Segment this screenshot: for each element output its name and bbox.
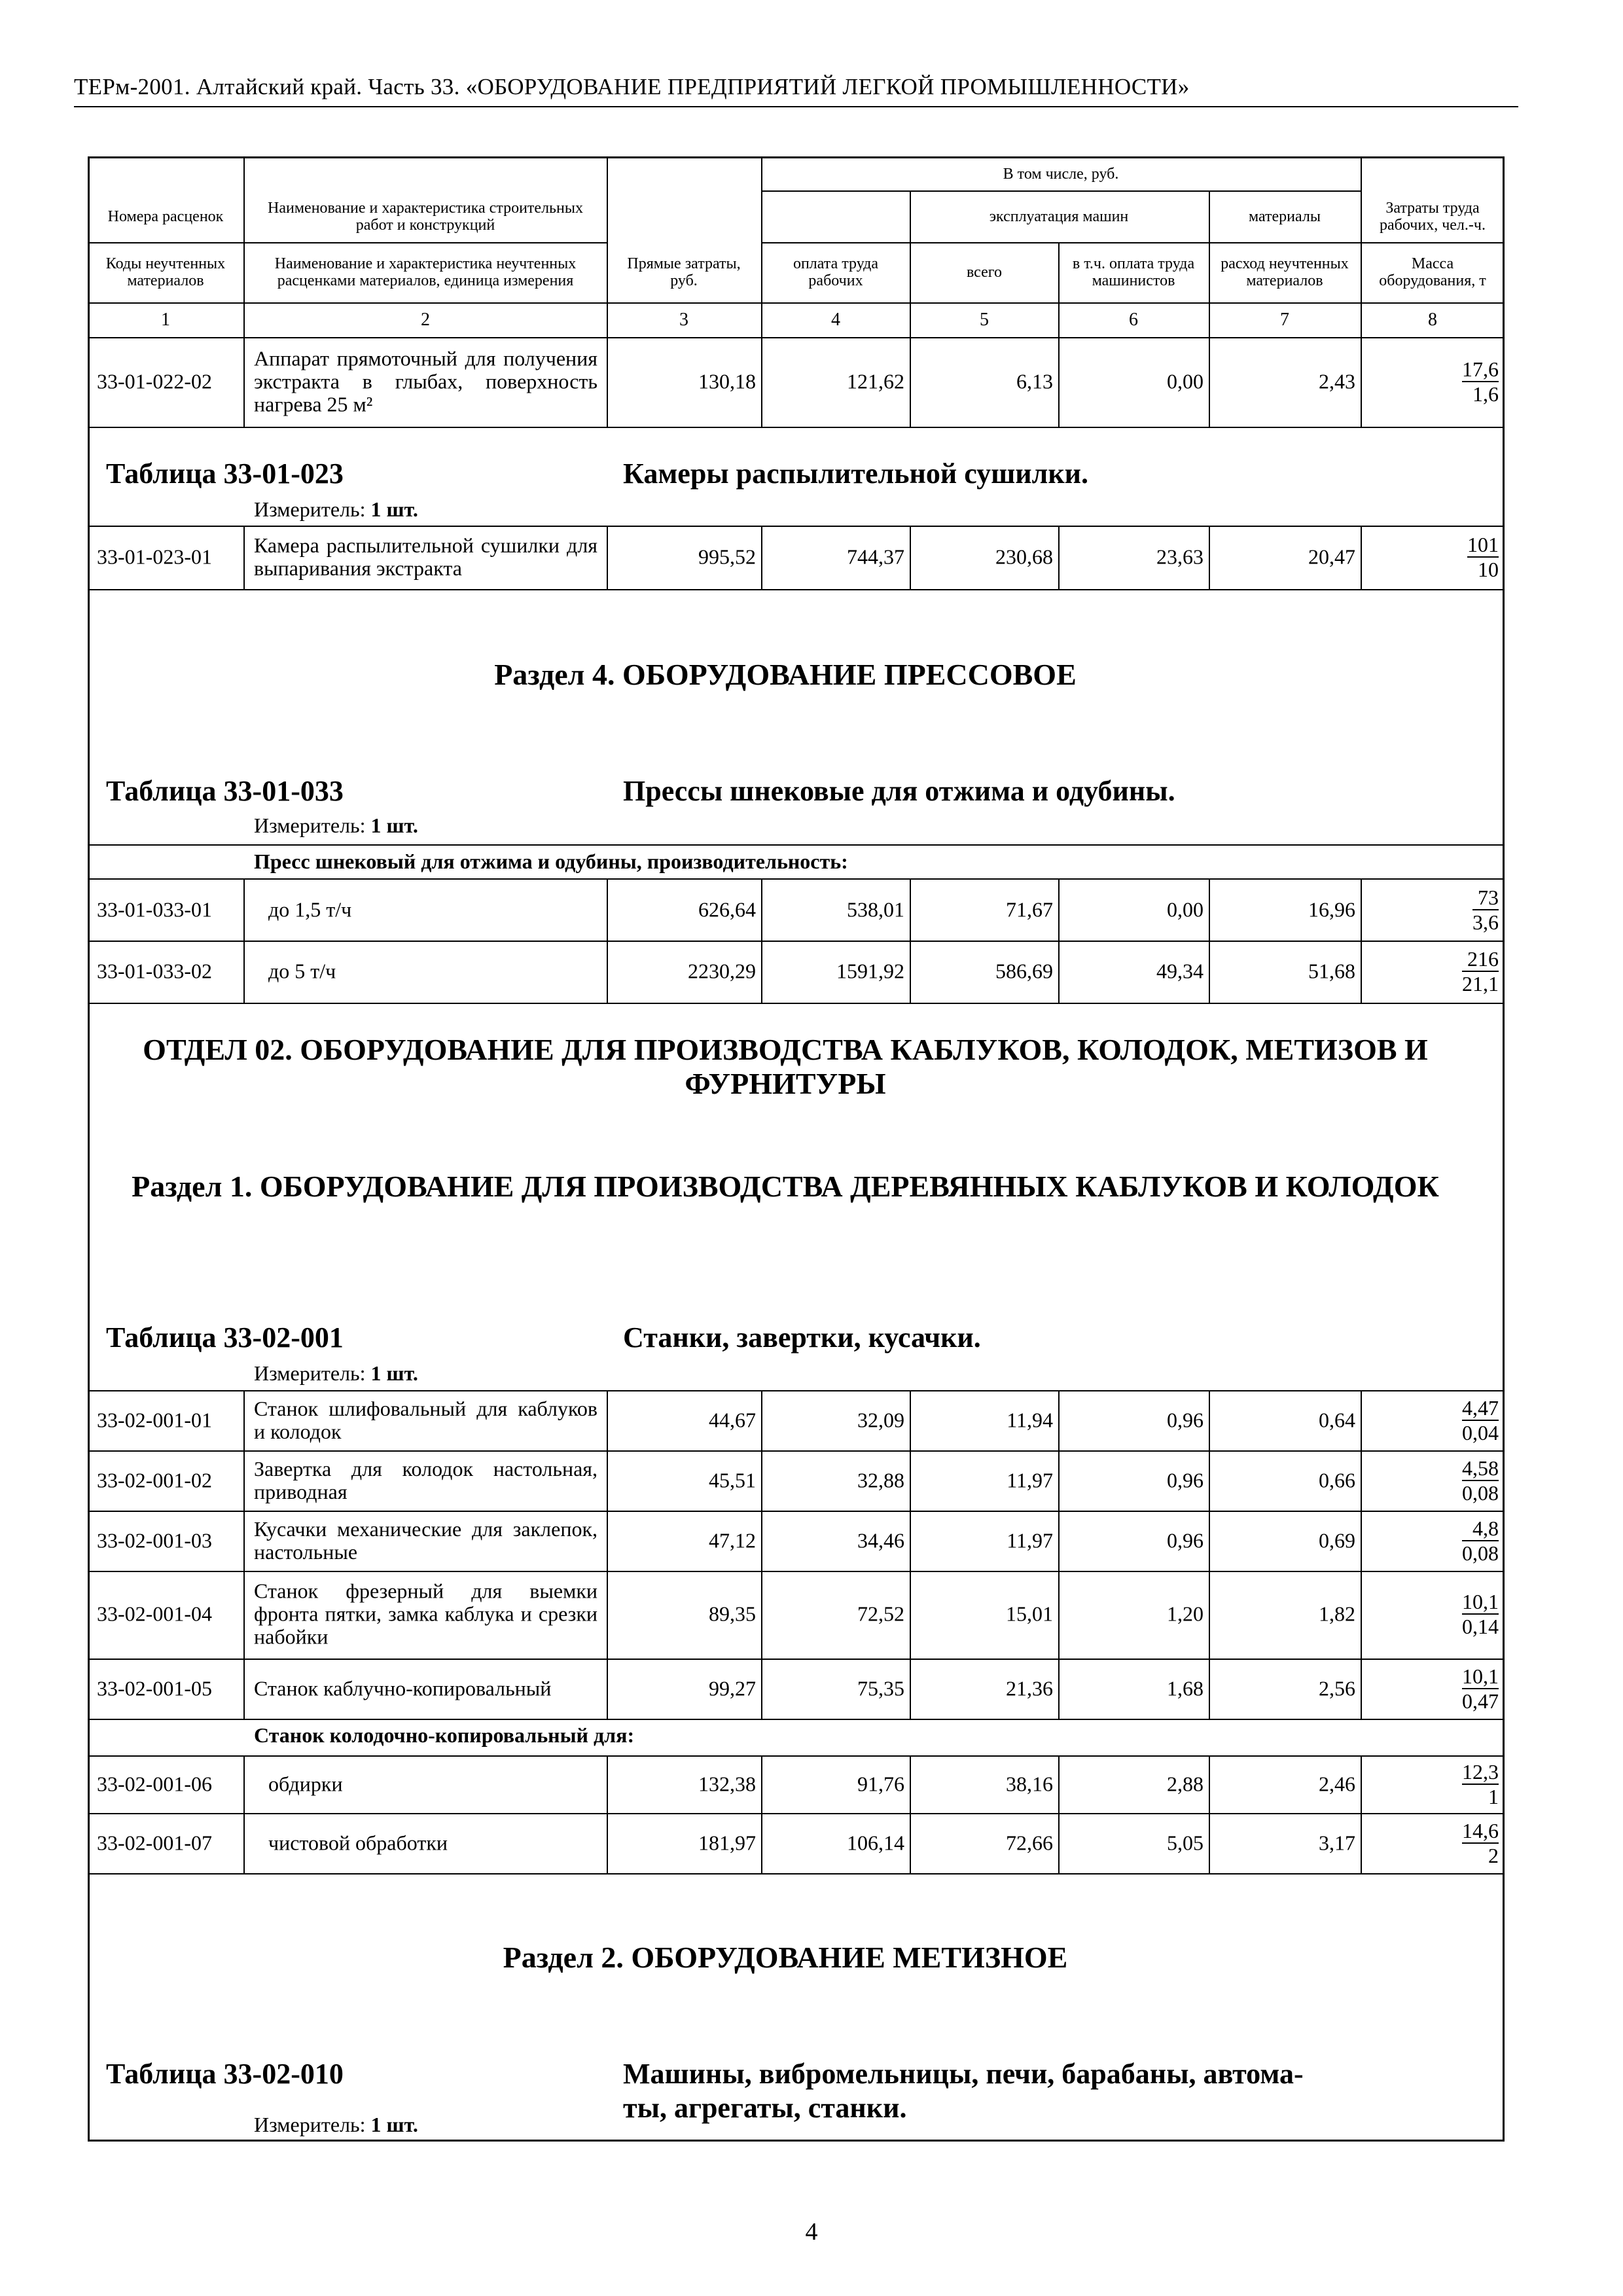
machinists-pay: 1,20 (1167, 1602, 1204, 1626)
labor-mass-fraction: $\frac{10,1}{0,47}$ (1462, 1664, 1499, 1713)
column-number: 5 (980, 310, 989, 330)
group-heading: Пресс шнековый для отжима и одубины, производительность: (254, 850, 848, 873)
rule (607, 1755, 608, 1873)
labor-mass-fraction: $\frac{216}{21,1}$ (1462, 947, 1499, 996)
labor-mass-fraction: $\frac{4,47}{0,04}$ (1462, 1396, 1499, 1444)
rule (910, 1390, 911, 1719)
direct-costs: 44,67 (709, 1408, 756, 1432)
rule (243, 1755, 245, 1873)
table-label: Таблица 33-01-033 (106, 775, 344, 807)
machinists-pay: 49,34 (1156, 959, 1204, 983)
head-col1-top: Номера расценок (107, 208, 224, 225)
work-name: Кусачки механические для заклепок, настольные (254, 1517, 597, 1564)
work-name: Аппарат прямоточный для получения экстракта в глыбах, поверхность нагрева 25 м² (254, 346, 597, 416)
rule (88, 1873, 1505, 1874)
rule (243, 156, 245, 427)
rule (761, 190, 1361, 192)
rule (88, 941, 1505, 942)
rule (1058, 526, 1060, 589)
rule (761, 156, 762, 427)
document-header: ТЕРм-2001. Алтайский край. Часть 33. «ОБОРУДОВАНИЕ ПРЕДПРИЯТИЙ ЛЕГКОЙ ПРОМЫШЛЕННОСТИ» (74, 74, 1190, 99)
machines-total: 71,67 (1006, 897, 1053, 922)
rule (88, 337, 1505, 338)
direct-costs: 132,38 (698, 1772, 756, 1796)
work-name: Завертка для колодок настольная, приводная (254, 1457, 597, 1503)
rule (1361, 1755, 1362, 1873)
section-heading: Раздел 1. ОБОРУДОВАНИЕ ДЛЯ ПРОИЗВОДСТВА ДЕРЕВЯННЫХ КАБЛУКОВ И КОЛОДОК (132, 1170, 1439, 1203)
rate-code: 33-01-023-01 (97, 545, 212, 569)
head-col5: всего (966, 264, 1003, 281)
machines-total: 586,69 (995, 959, 1053, 983)
machines-total: 21,36 (1006, 1676, 1053, 1700)
machines-total: 6,13 (1016, 369, 1053, 393)
machinists-pay: 0,00 (1167, 369, 1204, 393)
machines-total: 72,66 (1006, 1831, 1053, 1855)
labor-mass-fraction: $\frac{4,58}{0,08}$ (1462, 1456, 1499, 1505)
materials: 51,68 (1308, 959, 1355, 983)
column-number: 2 (421, 310, 430, 330)
machines-total: 15,01 (1006, 1602, 1053, 1626)
rule (88, 1813, 1505, 1814)
rule (1209, 1755, 1210, 1873)
header-rule (74, 106, 1518, 107)
machinists-pay: 5,05 (1167, 1831, 1204, 1855)
column-number: 7 (1280, 310, 1289, 330)
head-col2-bottom: Наименование и характеристика неучтенных расценками материалов, единица измерения (274, 255, 577, 289)
rule (88, 1511, 1505, 1512)
labor-mass-fraction: $\frac{14,6}{2}$ (1462, 1819, 1499, 1867)
head-col6: в т.ч. оплата труда машинистов (1072, 255, 1195, 289)
labor-pay: 744,37 (847, 545, 904, 569)
table-label: Таблица 33-02-010 (106, 2058, 344, 2090)
labor-mass-fraction: $\frac{12,3}{1}$ (1462, 1760, 1499, 1808)
rule (88, 1450, 1505, 1452)
head-col1-bottom: Коды неучтенных материалов (105, 255, 226, 289)
materials: 0,66 (1319, 1468, 1355, 1492)
rule (88, 1003, 1505, 1004)
rate-code: 33-02-001-05 (97, 1676, 212, 1700)
rule (88, 1719, 1505, 1720)
machinists-pay: 23,63 (1156, 545, 1204, 569)
materials: 3,17 (1319, 1831, 1355, 1855)
rule (761, 242, 1505, 243)
section-heading: Раздел 4. ОБОРУДОВАНИЕ ПРЕССОВОЕ (494, 658, 1077, 691)
rule (88, 878, 1505, 880)
machines-total: 230,68 (995, 545, 1053, 569)
direct-costs: 99,27 (709, 1676, 756, 1700)
direct-costs: 45,51 (709, 1468, 756, 1492)
rule (88, 1659, 1505, 1660)
rule (88, 526, 1505, 527)
rule (1209, 1390, 1210, 1719)
rule (607, 1390, 608, 1719)
rule (88, 1390, 1505, 1391)
materials: 20,47 (1308, 545, 1355, 569)
labor-pay: 72,52 (857, 1602, 904, 1626)
head-col2-top: Наименование и характеристика строительных работ и конструкций (268, 200, 583, 234)
rate-code: 33-01-033-01 (97, 897, 212, 922)
work-name: Станок каблучно-копировальный (254, 1676, 552, 1700)
rate-code: 33-01-033-02 (97, 959, 212, 983)
labor-pay: 34,46 (857, 1528, 904, 1552)
work-name: Камера распылительной сушилки для выпаривания экстракта (254, 533, 597, 580)
table-title: Прессы шнековые для отжима и одубины. (623, 775, 1175, 807)
column-number: 4 (831, 310, 840, 330)
labor-mass-fraction: $\frac{101}{10}$ (1467, 533, 1499, 581)
rate-code: 33-02-001-04 (97, 1602, 212, 1626)
head-col7: расход неучтенных материалов (1221, 255, 1349, 289)
rule (1209, 526, 1210, 589)
materials: 0,69 (1319, 1528, 1355, 1552)
rule (88, 302, 1505, 304)
machinists-pay: 1,68 (1167, 1676, 1204, 1700)
rule (243, 1390, 245, 1719)
page-number: 4 (805, 2218, 818, 2246)
table-label: Таблица 33-01-023 (106, 457, 344, 490)
head-col8-bottom: Масса оборудования, т (1379, 255, 1486, 289)
rule (1361, 1390, 1362, 1719)
work-name: до 1,5 т/ч (268, 897, 352, 922)
labor-mass-fraction: $\frac{10,1}{0,14}$ (1462, 1590, 1499, 1638)
materials: 2,43 (1319, 369, 1355, 393)
section-heading: Раздел 2. ОБОРУДОВАНИЕ МЕТИЗНОЕ (503, 1941, 1068, 1974)
direct-costs: 47,12 (709, 1528, 756, 1552)
rule (88, 844, 1505, 846)
rule (910, 526, 911, 589)
machinists-pay: 0,96 (1167, 1468, 1204, 1492)
rate-code: 33-02-001-01 (97, 1408, 212, 1432)
rate-code: 33-02-001-06 (97, 1772, 212, 1796)
table-label: Таблица 33-02-001 (106, 1321, 344, 1354)
machinists-pay: 2,88 (1167, 1772, 1204, 1796)
rule (910, 1755, 911, 1873)
rule (1058, 242, 1060, 427)
materials: 16,96 (1308, 897, 1355, 922)
table-title: Камеры распылительной сушилки. (623, 457, 1089, 490)
measure-unit: Измеритель: 1 шт. (254, 814, 418, 837)
materials: 2,56 (1319, 1676, 1355, 1700)
labor-pay: 538,01 (847, 897, 904, 922)
rule (761, 1390, 762, 1719)
direct-costs: 181,97 (698, 1831, 756, 1855)
direct-costs: 995,52 (698, 545, 756, 569)
machines-total: 11,97 (1007, 1468, 1053, 1492)
rule (88, 242, 607, 243)
materials: 1,82 (1319, 1602, 1355, 1626)
labor-pay: 32,88 (857, 1468, 904, 1492)
labor-mass-fraction: $\frac{17,6}{1,6}$ (1462, 357, 1499, 406)
rule (607, 526, 608, 589)
rule (1058, 1755, 1060, 1873)
rate-code: 33-02-001-02 (97, 1468, 212, 1492)
machines-total: 11,97 (1007, 1528, 1053, 1552)
rule (1209, 190, 1210, 427)
table-title: Машины, вибромельницы, печи, барабаны, автома- ты, агрегаты, станки. (623, 2058, 1304, 2124)
direct-costs: 2230,29 (688, 959, 756, 983)
column-number: 6 (1129, 310, 1138, 330)
column-number: 1 (161, 310, 170, 330)
head-materials: материалы (1248, 208, 1321, 225)
machines-total: 11,94 (1007, 1408, 1053, 1432)
rule (88, 1571, 1505, 1572)
materials: 0,64 (1319, 1408, 1355, 1432)
department-heading: ОТДЕЛ 02. ОБОРУДОВАНИЕ ДЛЯ ПРОИЗВОДСТВА КАБЛУКОВ, КОЛОДОК, МЕТИЗОВ И ФУРНИТУРЫ (143, 1033, 1428, 1100)
rule (88, 427, 1505, 428)
labor-pay: 32,09 (857, 1408, 904, 1432)
machinists-pay: 0,00 (1167, 897, 1204, 922)
labor-pay: 121,62 (847, 369, 904, 393)
head-including: В том числе, руб. (1003, 166, 1119, 183)
measure-unit: Измеритель: 1 шт. (254, 2113, 418, 2136)
rule (243, 526, 245, 589)
labor-mass-fraction: $\frac{73}{3,6}$ (1472, 886, 1499, 934)
rule (1361, 526, 1362, 589)
rate-code: 33-01-022-02 (97, 369, 212, 393)
column-number: 3 (679, 310, 688, 330)
table-title: Станки, завертки, кусачки. (623, 1321, 981, 1354)
labor-pay: 106,14 (847, 1831, 904, 1855)
rate-code: 33-02-001-07 (97, 1831, 212, 1855)
rule (761, 1755, 762, 1873)
work-name: до 5 т/ч (268, 959, 336, 983)
head-col4: оплата труда рабочих (793, 255, 879, 289)
direct-costs: 626,64 (698, 897, 756, 922)
direct-costs: 89,35 (709, 1602, 756, 1626)
column-number: 8 (1428, 310, 1437, 330)
rate-code: 33-02-001-03 (97, 1528, 212, 1552)
rule (88, 589, 1505, 590)
rule (761, 526, 762, 589)
rule (910, 190, 911, 427)
work-name: чистовой обработки (268, 1831, 448, 1855)
head-col8-top: Затраты труда рабочих, чел.-ч. (1380, 200, 1486, 234)
rule (1361, 156, 1362, 427)
machinists-pay: 0,96 (1167, 1408, 1204, 1432)
materials: 2,46 (1319, 1772, 1355, 1796)
labor-mass-fraction: $\frac{4,8}{0,08}$ (1462, 1516, 1499, 1565)
machinists-pay: 0,96 (1167, 1528, 1204, 1552)
labor-pay: 91,76 (857, 1772, 904, 1796)
measure-unit: Измеритель: 1 шт. (254, 497, 418, 521)
labor-pay: 75,35 (857, 1676, 904, 1700)
labor-pay: 1591,92 (836, 959, 904, 983)
work-name: Станок фрезерный для выемки фронта пятки, замка каблука и срезки набойки (254, 1579, 597, 1649)
rule (607, 156, 608, 427)
direct-costs: 130,18 (698, 369, 756, 393)
rule (1058, 1390, 1060, 1719)
work-name: Станок шлифовальный для каблуков и колодок (254, 1397, 597, 1443)
head-machines: эксплуатация машин (989, 208, 1129, 225)
work-name: обдирки (268, 1772, 343, 1796)
machines-total: 38,16 (1006, 1772, 1053, 1796)
head-col3: Прямые затраты, руб. (627, 255, 741, 289)
rule (88, 1755, 1505, 1757)
group-heading: Станок колодочно-копировальный для: (254, 1723, 635, 1747)
measure-unit: Измеритель: 1 шт. (254, 1361, 418, 1385)
